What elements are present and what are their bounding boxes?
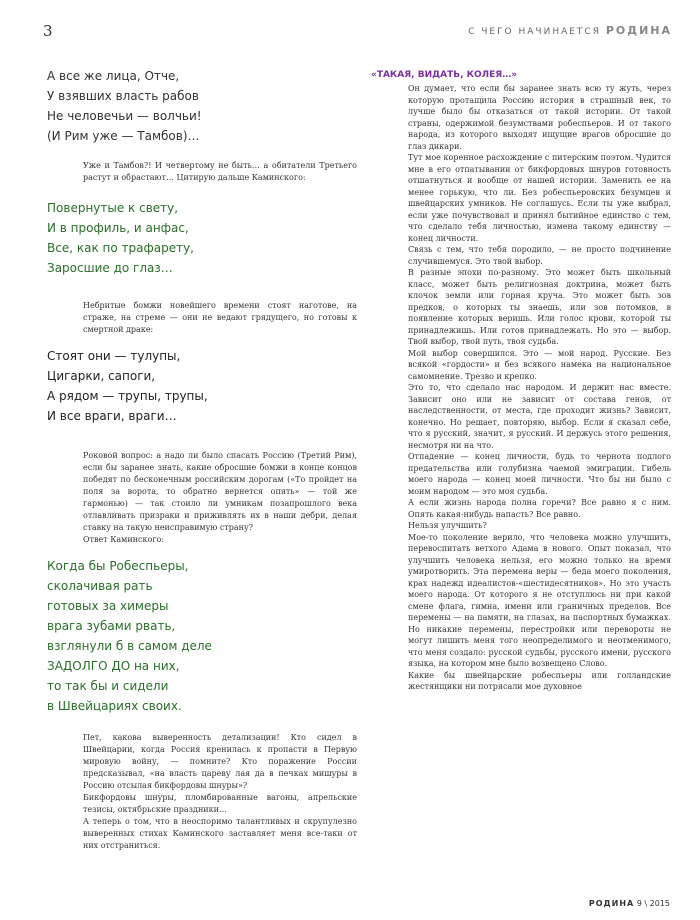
paragraph: Он думает, что если бы заранее знать всю ту жуть, через которую протащила Россию история в страшный век, то лучше было бы отказаться от такой истории. От такой страны, одержимой безумствами робеспьеров. И от такого народа, из которого выходят ищущие врагов обросшие до глаз дикари. bbox=[408, 84, 671, 151]
poem-line: врага зубами рвать, bbox=[47, 619, 176, 633]
poem-line: Не человечьи — волчьи! bbox=[47, 109, 202, 123]
poem-line: Стоят они — тулупы, bbox=[47, 349, 181, 363]
running-title-text: С ЧЕГО НАЧИНАЕТСЯ bbox=[468, 27, 601, 37]
poem-line: готовых за химеры bbox=[47, 599, 169, 613]
commentary-text: Роковой вопрос: а надо ли было спасать Россию (Третий Рим), если бы заранее знать, какие обросшие бомжи в конце концов победят по бесконечным российским дорогам («То пройдет на поля за ворота, то обратно вернется опять» — той же гармонью) — так стоило ли умникам позапрошлого века отлавливать призраки и приживлять их в наши дебри, делая ставку на такую неисправимую страну? bbox=[83, 451, 357, 532]
footer-magazine: РОДИНА bbox=[588, 899, 635, 908]
article-body bbox=[371, 83, 671, 693]
footer-issue: 9 \ 2015 bbox=[636, 899, 670, 908]
paragraph: Тут мое коренное расхождение с питерским поэтом. Чудится мне в его отпатывании от бикфордовых шнуров готовность отшатнуться и вообще от нашей истории. Заменить ее на менее горькую, что ли. Без робеспьеровских безумцев и швейцарских умников. Не соглашусь. Если ты уже выбрал, если уже почувствовал и принял бытийное единство с тем, что сделало тебя личностью, измена такому единству — конец личности. bbox=[408, 153, 671, 243]
commentary-1 bbox=[47, 160, 357, 184]
poem-line: У взявших власть рабов bbox=[47, 89, 199, 103]
page-footer bbox=[589, 899, 670, 908]
poem-stanza-2 bbox=[47, 198, 357, 278]
poem-line: А рядом — трупы, трупы, bbox=[47, 389, 208, 403]
running-title-bold: РОДИНА bbox=[605, 24, 672, 37]
paragraph: Мое-то поколение верило, что человека можно улучшить, перевоспитать ветхого Адама в нового. Опыт показал, что улучшить человека нельзя, его можно только на время умиротворить. Эта перемена веры — беда моего поколения, крах надежд идеалистов-«шестидесятников». Но это участь моего народа. От которого я не отступлюсь ни при какой смене флага, гимна, имени или граничных пределов. Все перемены — на памяти, на глазах, на паспортных бумажках. Но никакие перемены, перестройки или перевороты не могут лишить меня того неопределимого и неотменимого, что меня создало: русской судьбы, русского имени, русского языка, на котором мне было возвещено Слово. bbox=[408, 532, 671, 668]
commentary-2 bbox=[47, 300, 357, 336]
poem-line: А все же лица, Отче, bbox=[47, 69, 180, 83]
running-title bbox=[468, 24, 672, 37]
paragraph: Нельзя улучшить? bbox=[408, 521, 487, 530]
poem-line: Заросшие до глаз… bbox=[47, 261, 173, 275]
commentary-text: Ответ Каминского: bbox=[83, 535, 165, 544]
poem-stanza-4 bbox=[47, 556, 357, 716]
poem-line: И в профиль, и анфас, bbox=[47, 221, 189, 235]
paragraph: Мой выбор совершился. Это — мой народ. Русские. Без всякой «гордости» и без всякого намека на национальное самомнение. Трезво и крепко. bbox=[408, 348, 671, 381]
poem-line: Когда бы Робеспьеры, bbox=[47, 559, 189, 573]
poem-line: в Швейцариях своих. bbox=[47, 699, 182, 713]
poem-line: взглянули б в самом деле bbox=[47, 639, 212, 653]
poem-line: ЗАДОЛГО ДО на них, bbox=[47, 659, 180, 673]
commentary-text: Уже и Тамбов?! И четвертому не быть… а обитатели Третьего растут и обрастают… Цитирую дальше Каминского: bbox=[83, 161, 357, 182]
paragraph: Это то, что сделало нас народом. И держит нас вместе. Зависит оно или не зависит от состава генов, от наследственности, от места, где проходит жизнь? Зависит, конечно. Но решает, повторяю, выбор. Если я сказал себе, что я русский, значит, я русский. И держусь этого решения, несмотря ни на что. bbox=[408, 383, 671, 450]
poem-stanza-3 bbox=[47, 346, 357, 426]
poem-line: Все, как по трафарету, bbox=[47, 241, 194, 255]
paragraph: Отпадение — конец личности, будь то чернота подлого предательства или голубизна чаемой эмиграции. Гибель моего народа — конец моей личности. Что бы ни было с моим народом — это моя судьба. bbox=[408, 452, 671, 496]
commentary-4 bbox=[47, 732, 357, 852]
paragraph: В разные эпохи по-разному. Это может быть школьный класс, может быть религиозная доктрина, может быть клочок земли или горная круча. Это может быть зов предков, о которых ты знаешь, или зов потомков, в появление которых веришь. Или голос крови, которой ты принадлежишь. Или готов принадлежать. Но это — выбор. Твой выбор, твой путь, твоя судьба. bbox=[408, 268, 671, 346]
poem-line: И все враги, враги… bbox=[47, 409, 177, 423]
commentary-text: Пет, какова выверенность детализации! Кто сидел в Швейцарии, когда Россия кренилась к пропасти в Первую мировую войну, — помните? Кто поражение России предсказывал, «на власть цареву лая да в печках мишуры в Россию отсылая бикфордовы шнуры»? bbox=[83, 733, 357, 790]
poem-line: Цигарки, сапоги, bbox=[47, 369, 156, 383]
commentary-3 bbox=[47, 450, 357, 546]
commentary-text: Небритые бомжи новейшего времени стоят наготове, на страже, на стреме — они не ведают грядущего, но готовы к смертной драке: bbox=[83, 301, 357, 334]
poem-line: то так бы и сидели bbox=[47, 679, 169, 693]
section-heading: «ТАКАЯ, ВИДАТЬ, КОЛЕЯ…» bbox=[371, 70, 518, 80]
paragraph: А если жизнь народа полна горечи? Все равно я с ним. Опять какая-нибудь напасть? Все равно. bbox=[408, 498, 671, 519]
paragraph: Связь с тем, что тебя породило, — не просто подчинение случившемуся. Это твой выбор. bbox=[408, 245, 671, 266]
commentary-text: А теперь о том, что в неоспоримо талантливых и скрупулезно выверенных стихах Каминского заставляет меня все-таки от них отстраниться. bbox=[83, 817, 357, 850]
poem-line: сколачивая рать bbox=[47, 579, 153, 593]
poem-line: Повернутые к свету, bbox=[47, 201, 179, 215]
page-number: 3 bbox=[43, 22, 53, 40]
commentary-text: Бикфордовы шнуры, пломбированные вагоны, апрельские тезисы, октябрьские праздники… bbox=[83, 793, 357, 814]
right-column bbox=[371, 70, 671, 693]
paragraph: Какие бы швейцарские робеспьеры или голландские жестянщики ни потрясали мое духовное bbox=[408, 670, 671, 691]
poem-stanza-1 bbox=[47, 66, 357, 146]
poem-line: (И Рим уже — Тамбов)… bbox=[47, 129, 200, 143]
left-column bbox=[47, 66, 357, 852]
